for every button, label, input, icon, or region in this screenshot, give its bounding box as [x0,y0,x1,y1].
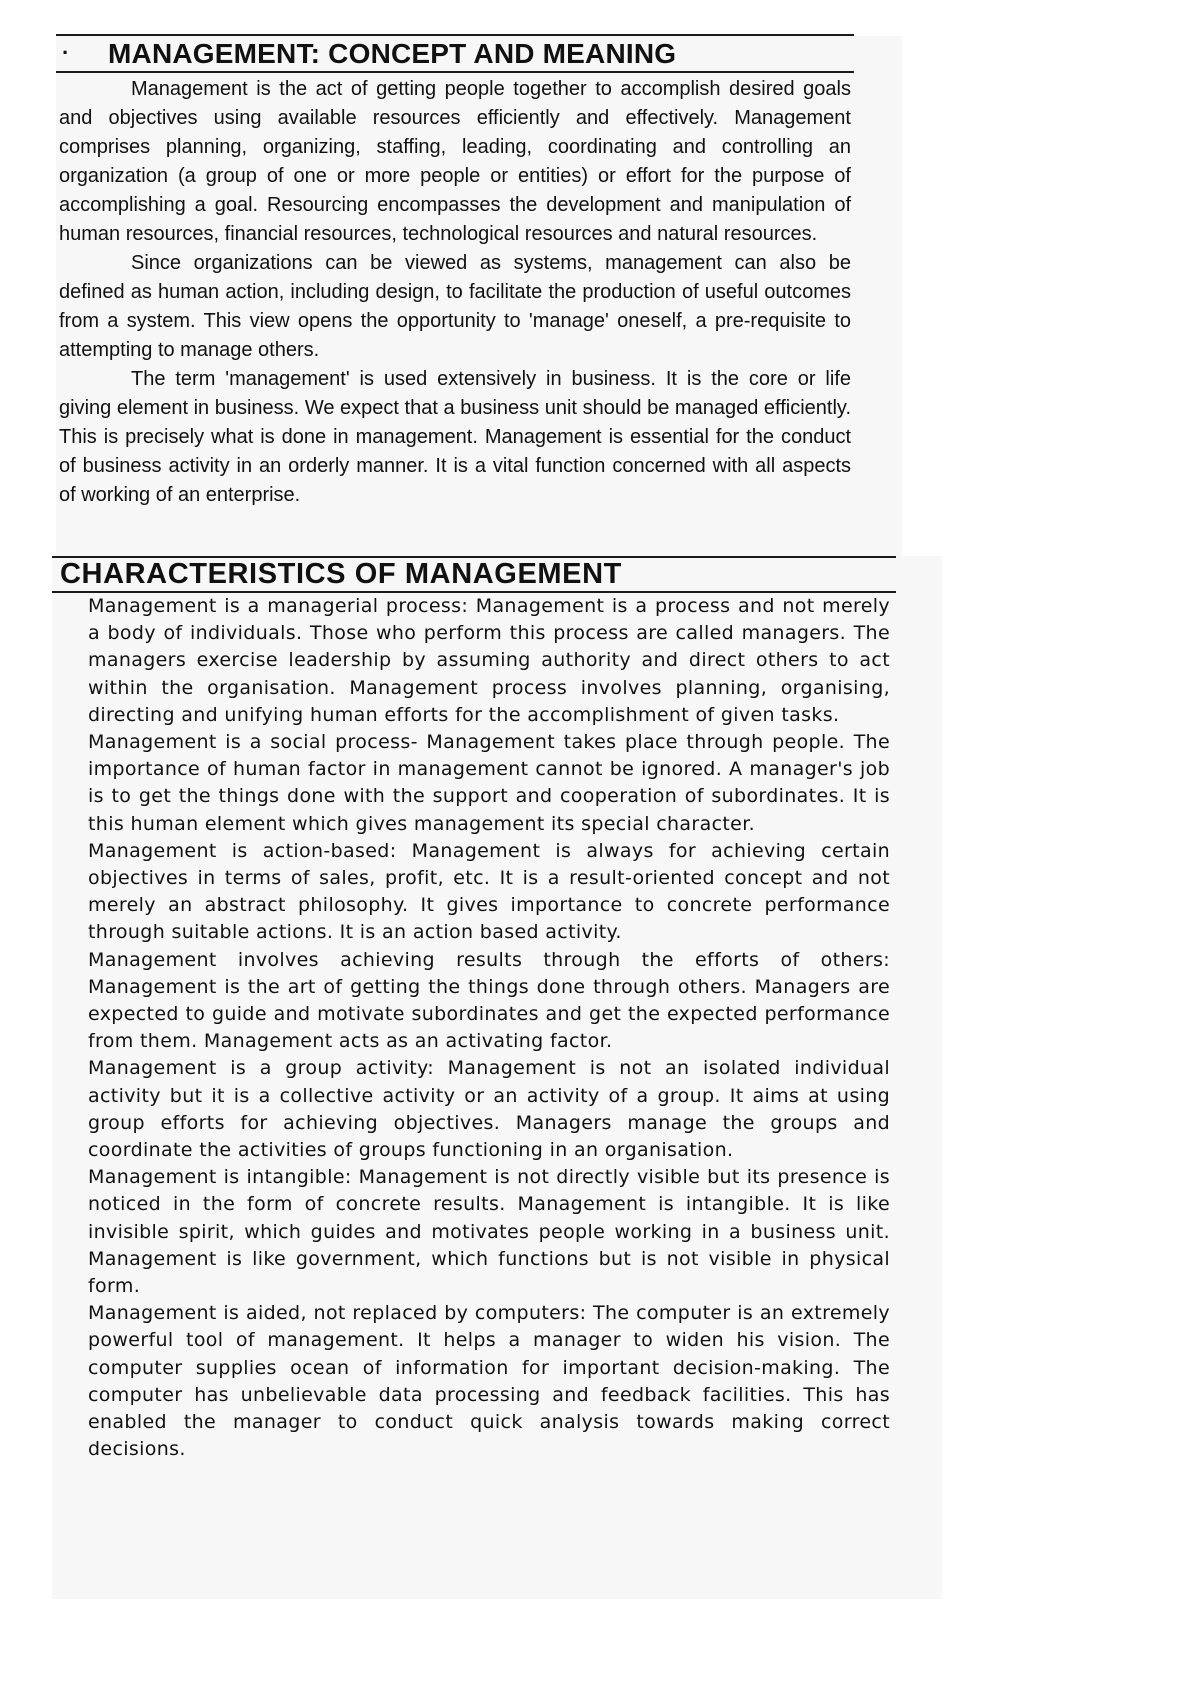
characteristic-item: Management is a managerial process: Management is a process and not merely a body of individuals. Those who perform this process are called managers. The managers exercise leadership by assuming authority and direct others to act within the organisation. Management process involves planning, organising, directing and unifying human efforts for the accomplishment of given tasks. [88,595,890,726]
characteristic-item: Management is intangible: Management is not directly visible but its presence is noticed in the form of concrete results. Management is intangible. It is like invisible spirit, which guides and motivates people working in a business unit. Management is like government, which functions but is not visible in physical form. [88,1166,890,1298]
characteristic-item: Management is a social process- Management takes place through people. The importance of human factor in management cannot be ignored. A manager's job is to get the things done with the support and cooperation of subordinates. It is this human element which gives management its special character. [88,731,890,835]
section-title-concept: MANAGEMENT: CONCEPT AND MEANING [108,38,677,69]
characteristic-item: Management is a group activity: Management is not an isolated individual activity but it is a collective activity or an activity of a group. It aims at using group efforts for achieving objectives. Managers manage the groups and coordinate the activities of groups functioning in an organisation. [88,1057,890,1162]
concept-paragraph: The term 'management' is used extensively in business. It is the core or life giving element in business. We expect that a business unit should be managed efficiently. This is precisely what is done in management. Management is essential for the conduct of business activity in an orderly manner. It is a vital function concerned with all aspects of working of an enterprise. [59,368,851,506]
concept-paragraph: Management is the act of getting people together to accomplish desired goals and objectives using available resources efficiently and effectively. Management comprises planning, organizing, staffing, leading, coordinating and controlling an organization (a group of one or more people or entities) or effort for the purpose of accomplishing a goal. Resourcing encompasses the development and manipulation of human resources, financial resources, technological resources and natural resources. [59,78,851,245]
characteristics-list [88,593,890,1464]
concept-paragraph: Since organizations can be viewed as systems, management can also be defined as human action, including design, to facilitate the production of useful outcomes from a system. This view opens the opportunity to 'manage' oneself, a pre-requisite to attempting to manage others. [59,252,851,361]
characteristic-item: Management is action-based: Management is always for achieving certain objectives in terms of sales, profit, etc. It is a result-oriented concept and not merely an abstract philosophy. It gives importance to concrete performance through suitable actions. It is an action based activity. [88,839,890,944]
top-rule [56,34,854,36]
concept-body [59,75,851,510]
characteristic-item: Management is aided, not replaced by computers: The computer is an extremely powerful tool of management. It helps a manager to widen his vision. The computer supplies ocean of information for important decision-making. The computer has unbelievable data processing and feedback facilities. This has enabled the manager to conduct quick analysis towards making correct decisions. [88,1302,890,1461]
section-title-characteristics: CHARACTERISTICS OF MANAGEMENT [60,558,622,590]
title-underline-rule [56,71,854,73]
characteristic-item: Management involves achieving results through the efforts of others: Management is the art of getting the things done through others. Managers are expected to guide and motivate subordinates and get the expected performance from them. Management acts as an activating factor. [88,948,890,1053]
bullet-marker: · [62,40,70,65]
